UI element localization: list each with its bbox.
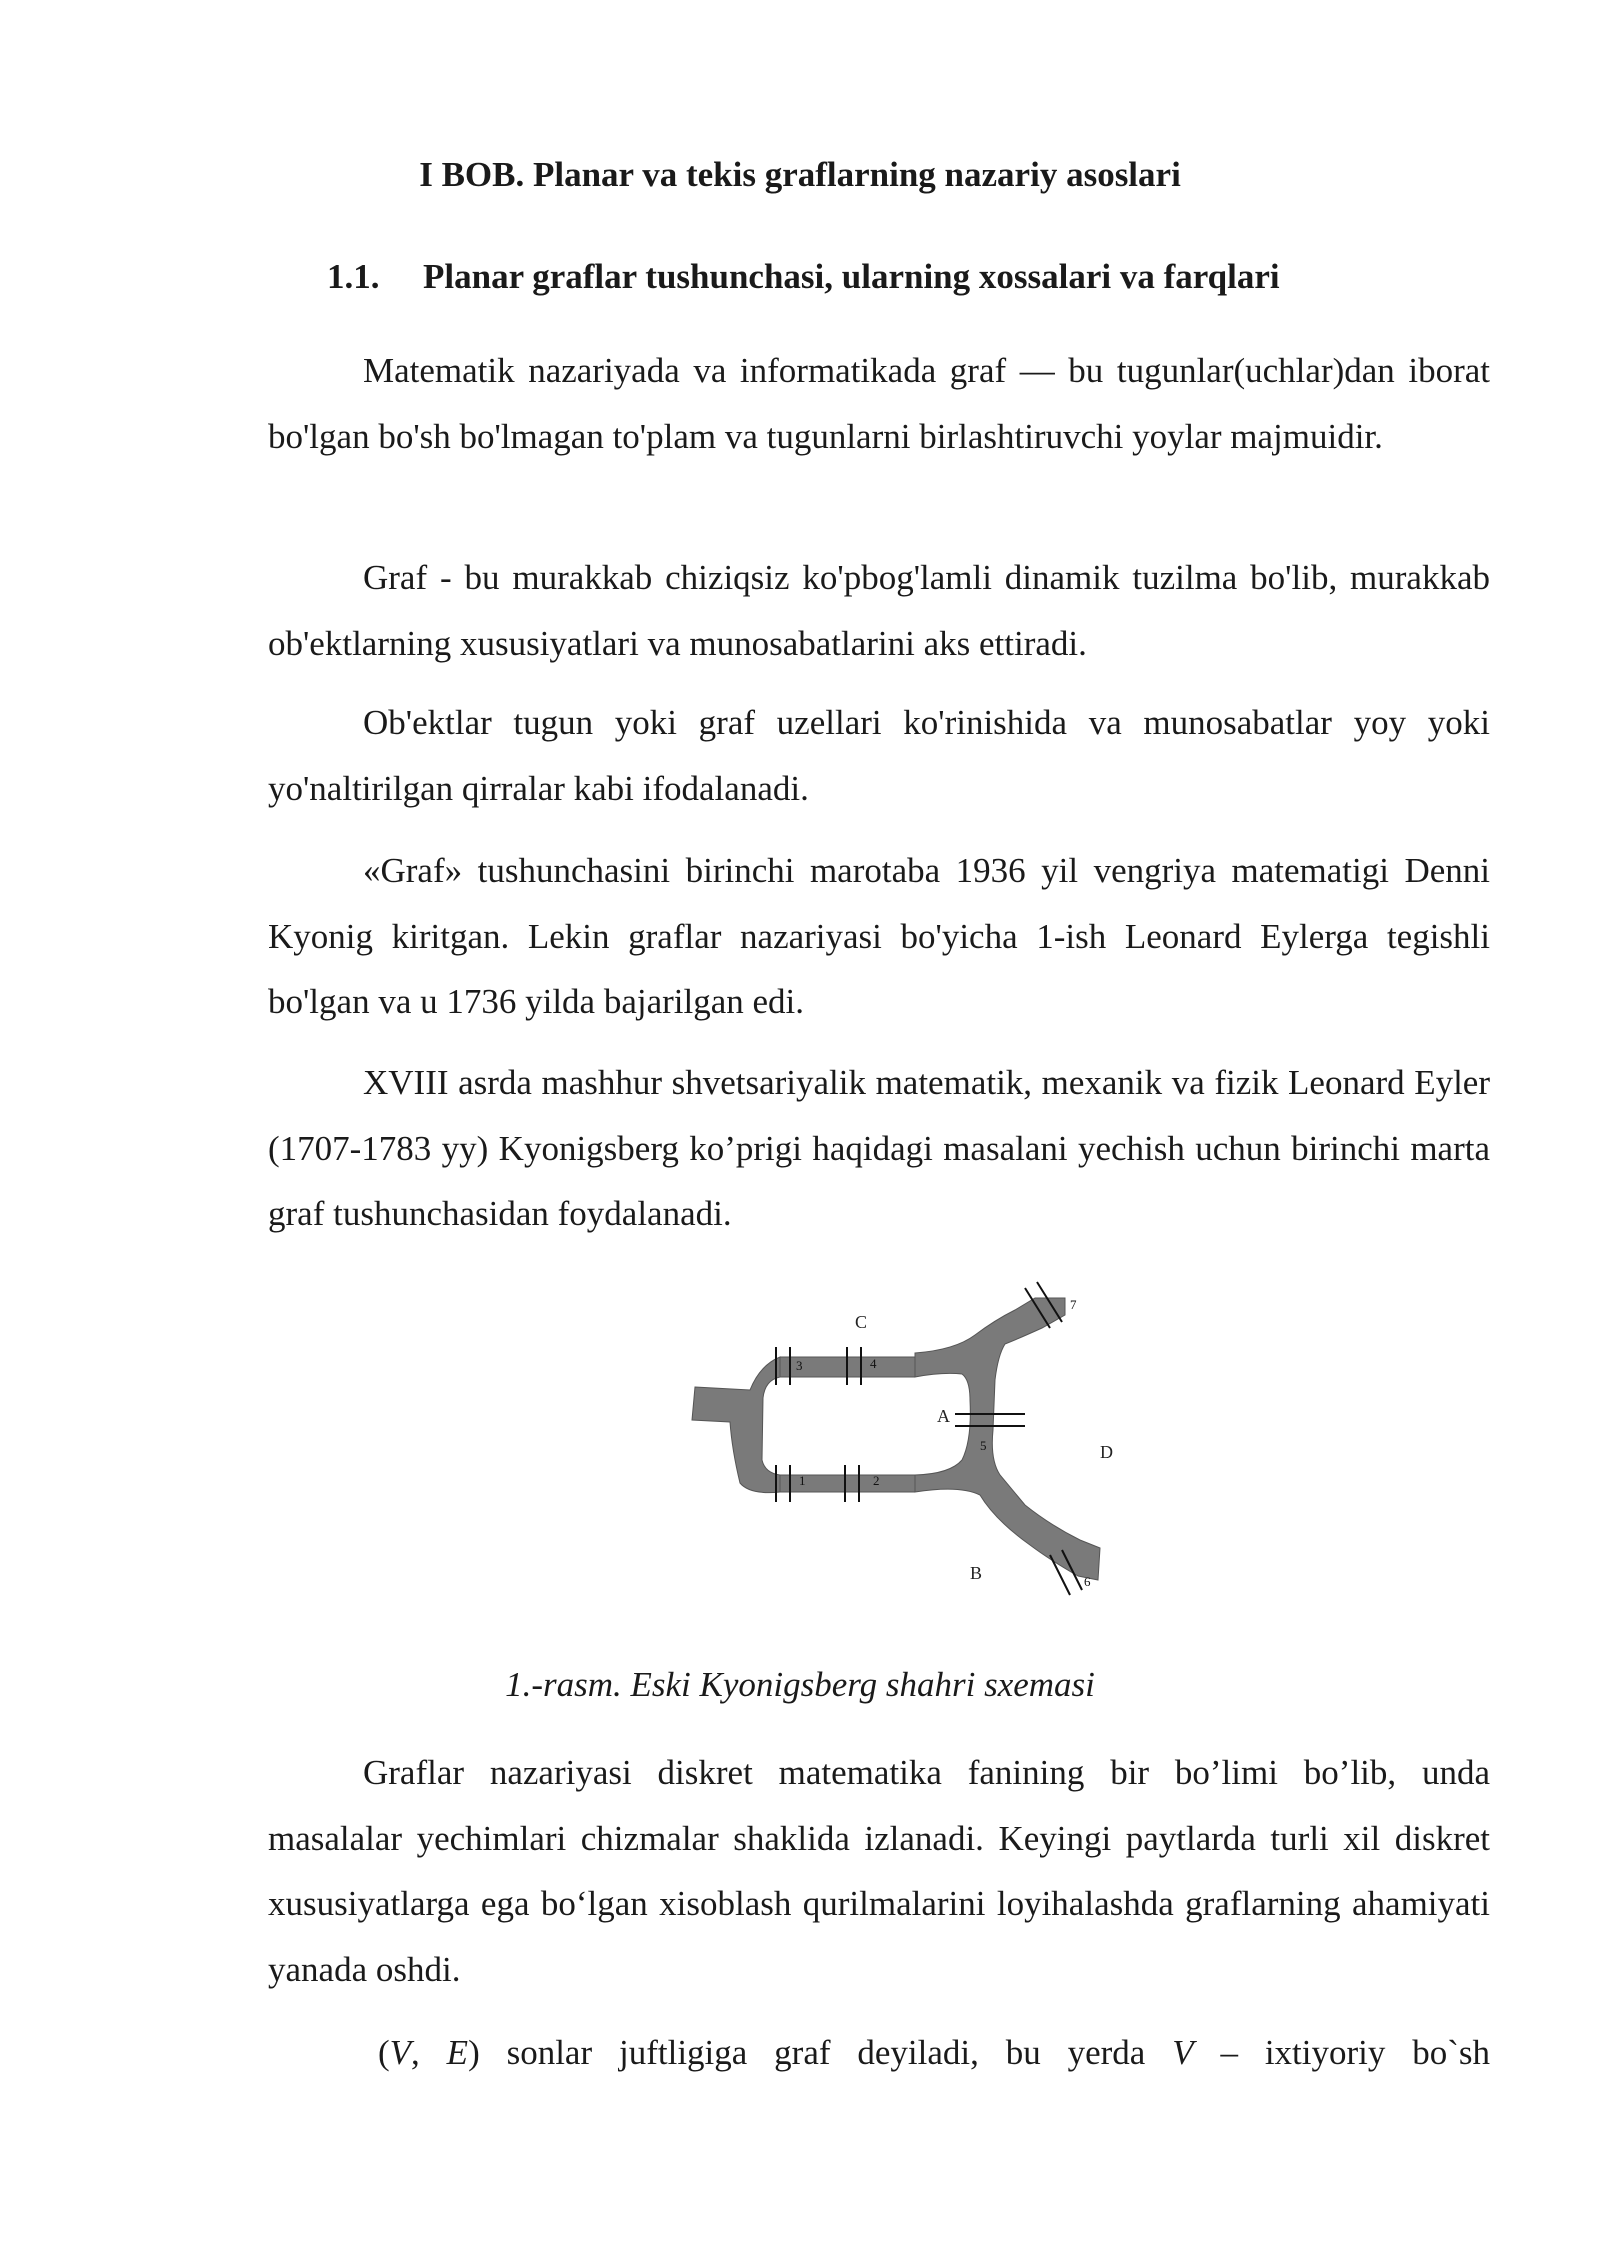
chapter-title: I BOB. Planar va tekis graflarning nazariy asoslari (419, 155, 1181, 194)
bridge-label-7: 7 (1070, 1297, 1077, 1312)
formula-mid: ) sonlar juftligiga graf deyiladi, bu yerda (468, 2033, 1173, 2072)
paragraph-history: «Graf» tushunchasini birinchi marotaba 1936 yil vengriya matematigi Denni Kyonig kiritgan. Lekin graflar nazariyasi bo'yicha 1-ish Leonard Eylerga tegishli bo'lgan va u 1736 yilda bajarilgan edi. (268, 851, 1490, 1021)
paragraph-graph-formal-definition (268, 2020, 1490, 2086)
formula-v2: V (1172, 2033, 1194, 2072)
bridge-label-3: 3 (796, 1358, 803, 1373)
paragraph-objects-nodes: Ob'ektlar tugun yoki graf uzellari ko'rinishida va munosabatlar yoy yoki yo'naltirilgan qirralar kabi ifodalanadi. (268, 703, 1490, 808)
konigsberg-map (680, 1280, 1180, 1620)
bridge-label-6: 6 (1084, 1574, 1091, 1589)
formula-tail: – ixtiyoriy bo`sh (1193, 2033, 1491, 2072)
section-heading (327, 252, 1280, 302)
formula-open: ( (378, 2033, 390, 2072)
region-label-c: C (855, 1312, 868, 1332)
region-label-a: A (937, 1406, 950, 1426)
paragraph-graph-theory: Graflar nazariyasi diskret matematika fanining bir bo’limi bo’lib, unda masalalar yechimlari chizmalar shaklida izlanadi. Keyingi paytlarda turli xil diskret xususiyatlarga ega bo‘lgan xisoblash qurilmalarini loyihalashda graflarning ahamiyati yanada oshdi. (268, 1753, 1490, 1989)
figure-caption: 1.-rasm. Eski Kyonigsberg shahri sxemasi (505, 1665, 1095, 1704)
bridge-label-2: 2 (873, 1473, 880, 1488)
paragraph-euler: XVIII asrda mashhur shvetsariyalik matematik, mexanik va fizik Leonard Eyler (1707-1783 yy) Kyonigsberg ko’prigi haqidagi masalani yechish uchun birinchi marta graf tushunchasidan foydalanadi. (268, 1063, 1490, 1233)
region-label-d: D (1100, 1442, 1113, 1462)
paragraph-graph-structure: Graf - bu murakkab chiziqsiz ko'pbog'lamli dinamik tuzilma bo'lib, murakkab ob'ektlarning xususiyatlari va munosabatlarini aks ettiradi. (268, 558, 1490, 663)
formula-comma: , (411, 2033, 447, 2072)
formula-v: V (389, 2033, 412, 2072)
section-number: 1.1. (327, 257, 380, 296)
section-title: Planar graflar tushunchasi, ularning xossalari va farqlari (423, 257, 1280, 296)
region-label-b: B (970, 1563, 983, 1583)
konigsberg-bridges-figure (680, 1280, 1180, 1620)
bridge-label-1: 1 (799, 1473, 806, 1488)
river-shape (692, 1298, 1100, 1580)
bridge-label-4: 4 (870, 1356, 877, 1371)
formula-e: E (446, 2033, 469, 2072)
bridge-label-5: 5 (980, 1438, 987, 1453)
paragraph-graph-definition: Matematik nazariyada va informatikada graf — bu tugunlar(uchlar)dan iborat bo'lgan bo'sh bo'lmagan to'plam va tugunlarni birlashtiruvchi yoylar majmuidir. (268, 351, 1490, 456)
